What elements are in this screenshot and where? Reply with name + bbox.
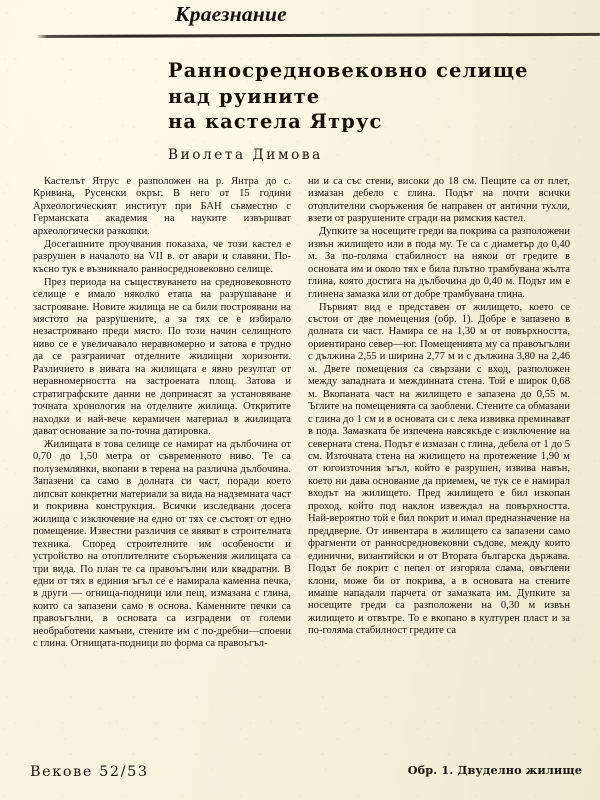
article-title [168,58,560,135]
article-header [168,58,560,163]
figure-caption: Обр. 1. Двуделно жилище [407,763,582,777]
paragraph: Жилищата в това селище се намират на дълбочина от 0,70 до 1,50 метра от съвременното ниво. Те са полуземлянки, вкопани в терена на различна дълбочина. Запазени са само в долната си част, поради което липсват конкретни материали за вида на надземната част и покривна конструкция. Всички изследвани досега жилища с изключение на едно от тях се състоят от едно помещение. Известни различия се явяват в строителната техника. Според строителните им особености и устройство на отоплителните съоръжения жилищата са три вида. По план те са правоъгълни или квадратни. В едни от тях в единия ъгъл се е намирала каменна печка, в други — огнища-подници или пещ, измазана с глина, които са запазени само в основа. Каменните печки са правоъгълни, в основата са изградени от големи необработени камъни, стените им с по-дребни—споени с глина. Огнищата-подници по форма са правоъгъл- [33,439,291,650]
article-title-line-3: на кастела Ятрус [168,110,383,133]
article-title-line-1: Ранносредновековно селище [168,59,529,82]
text-column-right [308,176,570,638]
paragraph: През периода на съществуването на средновековното селище е имало няколко етапа на разрушаване и застрояване. Новите жилища не са били построявани на мястото на разрушените, а за тях се е избирало незастроявано преди място. По този начин селищното ниво се е увеличавало неравномерно и затова е трудно да се разграничат отделните жилищни хоризонти. Различието в нивата на жилищата е явно резултат от неравномерността на застроената площ. Затова и стратиграфските данни не допринасят за установяване точната хронология на отделните жилища. Откритите находки и най-вече керамичен материал в жилищата дават основание за по-точна датировка. [33,276,291,438]
article-author: Виолета Димова [168,146,323,163]
paragraph: Първият вид е представен от жилището, което се състои от две помещения (обр. 1). Добре е запазено в долната си част. Намира се на 1,30 м от повърхността, ориентирано север—юг. Помещенията му са правоъгълни с дължина 2,55 и ширина 2,77 м и с дължина 3,80 на 2,46 м. Двете помещения са свързани с вход, разположен между западната и междинната стена. Той е широк 0,68 м. Вкопаната част на жилището е запазена до 0,55 м. Ъглите на помещенията са заоблени. Стените са обмазани с глина до 1 см и в основата си с лека извивка преминават в пода. Замазката бе изпечена навсякъде с изключение на северната стена. Подът е измазан с глина, дебела от 1 до 5 см. Източната стена на жилището на протежение 1,90 м от югоизточния ъгъл, който е разрушен, извива навън, което ни дава основание да приемем, че тук се е намирал входът на жилището. Пред жилището е бил изкопан проход, който под наклон извеждал на повърхността. Най-вероятно той е бил покрит и имал предназначение на преддверие. От инвентара в жилището са запазени само фрагменти от ранносредновековни съдове, между които единични, византийски и от Втората българска държава. Подът бе покрит с пепел от изгоряла слама, овъглени клони, може би от покрива, а в основата на стените имаше нападали парчета от замазката им. Дупките за носещите греди са разположени на 0,30 м извън жилището и отвътре. То е вкопано в културен пласт и за по-голяма стабилност гредите са [308,301,570,637]
journal-issue-label: Векове 52/53 [30,764,149,780]
article-body [0,176,600,746]
masthead [0,0,600,46]
masthead-divider-rule [36,33,600,38]
page-footer [0,746,600,800]
section-title: Краезнание [175,2,287,26]
paragraph: Досегашните проучвания показаха, че този кастел е разрушен в началото на VII в. от авари и славяни. По-късно тук е възникнало ранносредновековно селище. [33,238,291,275]
paragraph: ни и са със стени, високи до 18 см. Пещите са от плет, измазан дебело с глина. Подът на почти всички отоплителни съоръжения бе направен от антични тухли, взети от разрушените сгради на римския кастел. [308,176,570,225]
article-title-line-2: над руините [168,84,321,108]
paragraph: Дупките за носещите греди на покрива са разположени извън жилището или в пода му. Те са с диаметър до 0,40 м. За по-голяма стабилност на някои от гредите в основата им и около тях е била плътно трамбувана жълта глина, която достига на дълбочина до 0,40 м. Подът им е глинена замазка или от добре трамбувана глина. [308,226,570,300]
text-column-left [33,176,291,651]
paragraph: Кастелът Ятрус е разположен на р. Янтра до с. Кривина, Русенски окръг. В него от 15 години Археологическият институт при БАН съвместно с Германската академия на науките извършват археологически разкопки. [33,176,291,237]
